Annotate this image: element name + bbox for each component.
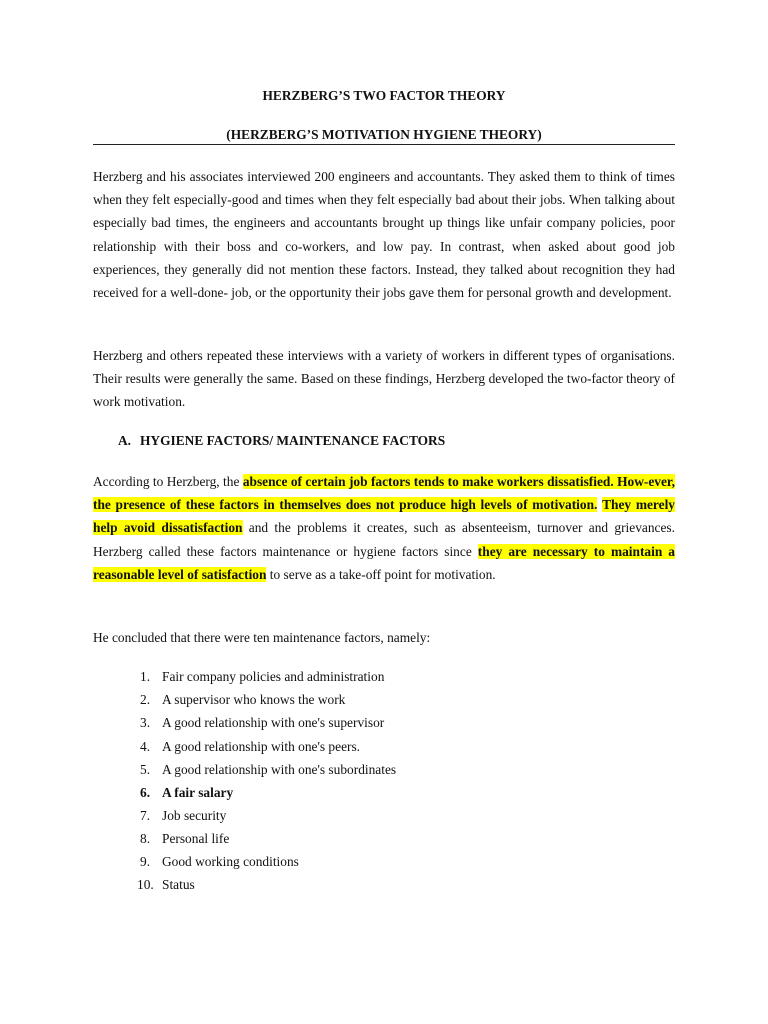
list-item-number: 8. xyxy=(140,831,151,846)
list-item-text: A good relationship with one's supervisor xyxy=(162,715,385,730)
hygiene-text-3: and the problems it creates, such as absenteeism, turnover and grievances. Herzberg called these factors maintenance or hygiene factors since xyxy=(93,520,675,559)
section-a-title: HYGIENE FACTORS/ MAINTENANCE FACTORS xyxy=(140,433,446,448)
list-item-text: Fair company policies and administration xyxy=(162,669,385,684)
list-item xyxy=(0,758,600,781)
list-item xyxy=(0,804,600,827)
list-item-text: Job security xyxy=(162,808,227,823)
list-item-text: A supervisor who knows the work xyxy=(162,692,346,707)
section-a-heading xyxy=(118,431,445,451)
list-item-text: Good working conditions xyxy=(162,854,299,869)
title-underline xyxy=(93,144,675,145)
list-item xyxy=(0,827,600,850)
list-item-number: 9. xyxy=(140,854,151,869)
list-item-number: 10. xyxy=(137,877,154,892)
highlight-avoid-dissatisfaction: They merely help avoid dissatisfaction xyxy=(93,497,675,536)
list-item-number: 2. xyxy=(140,692,151,707)
list-item-bold xyxy=(0,781,600,804)
document-subtitle: (HERZBERG’S MOTIVATION HYGIENE THEORY) xyxy=(226,127,542,142)
list-item-number: 6. xyxy=(140,785,151,800)
list-item xyxy=(0,873,600,896)
list-item-text: A good relationship with one's subordinates xyxy=(162,762,397,777)
list-item xyxy=(0,665,600,688)
list-item xyxy=(0,711,600,734)
list-item-number: 4. xyxy=(140,739,151,754)
list-item-text: Status xyxy=(162,877,195,892)
hygiene-paragraph xyxy=(93,470,675,586)
hygiene-text-4: to serve as a take-off point for motivation. xyxy=(266,566,496,582)
list-item-text: A good relationship with one's peers. xyxy=(162,739,361,754)
list-item-number: 1. xyxy=(140,669,151,684)
list-item-text: Personal life xyxy=(162,831,230,846)
list-item xyxy=(0,688,600,711)
list-item-number: 5. xyxy=(140,762,151,777)
list-item xyxy=(0,850,600,873)
hygiene-text-1: According to Herzberg, the xyxy=(93,474,243,489)
findings-paragraph: Herzberg and others repeated these interviews with a variety of workers in different types of organisations. Their results were generally the same. Based on these findings, Herzberg developed the two-factor theory of work motivation. xyxy=(93,348,675,410)
list-item-number: 3. xyxy=(140,715,151,730)
highlight-absence-factors: absence of certain job factors tends to make workers dissatisfied. How-ever, the presence of these factors in themselves does not produce high levels of motivation. xyxy=(93,474,675,513)
highlight-maintain-satisfaction: they are necessary to maintain a reasonable level of satisfaction xyxy=(93,543,675,582)
list-item xyxy=(0,735,600,758)
document-title: HERZBERG’S TWO FACTOR THEORY xyxy=(262,88,506,103)
list-item-number: 7. xyxy=(140,808,151,823)
section-a-marker: A. xyxy=(118,433,132,448)
list-item-text: A fair salary xyxy=(162,785,234,800)
conclusion-paragraph: He concluded that there were ten maintenance factors, namely: xyxy=(93,630,431,645)
intro-paragraph: Herzberg and his associates interviewed 200 engineers and accountants. They asked them to think of times when they felt especially-good and times when they felt especially bad about their jobs. When talking about especially bad times, the engineers and accountants brought up things like unfair company policies, poor relationship with their boss and co-workers, and low pay. In contrast, when asked about good job experiences, they generally did not mention these factors. Instead, they talked about recognition they had received for a well-done- job, or the opportunity their jobs gave them for personal growth and development. xyxy=(93,169,675,301)
